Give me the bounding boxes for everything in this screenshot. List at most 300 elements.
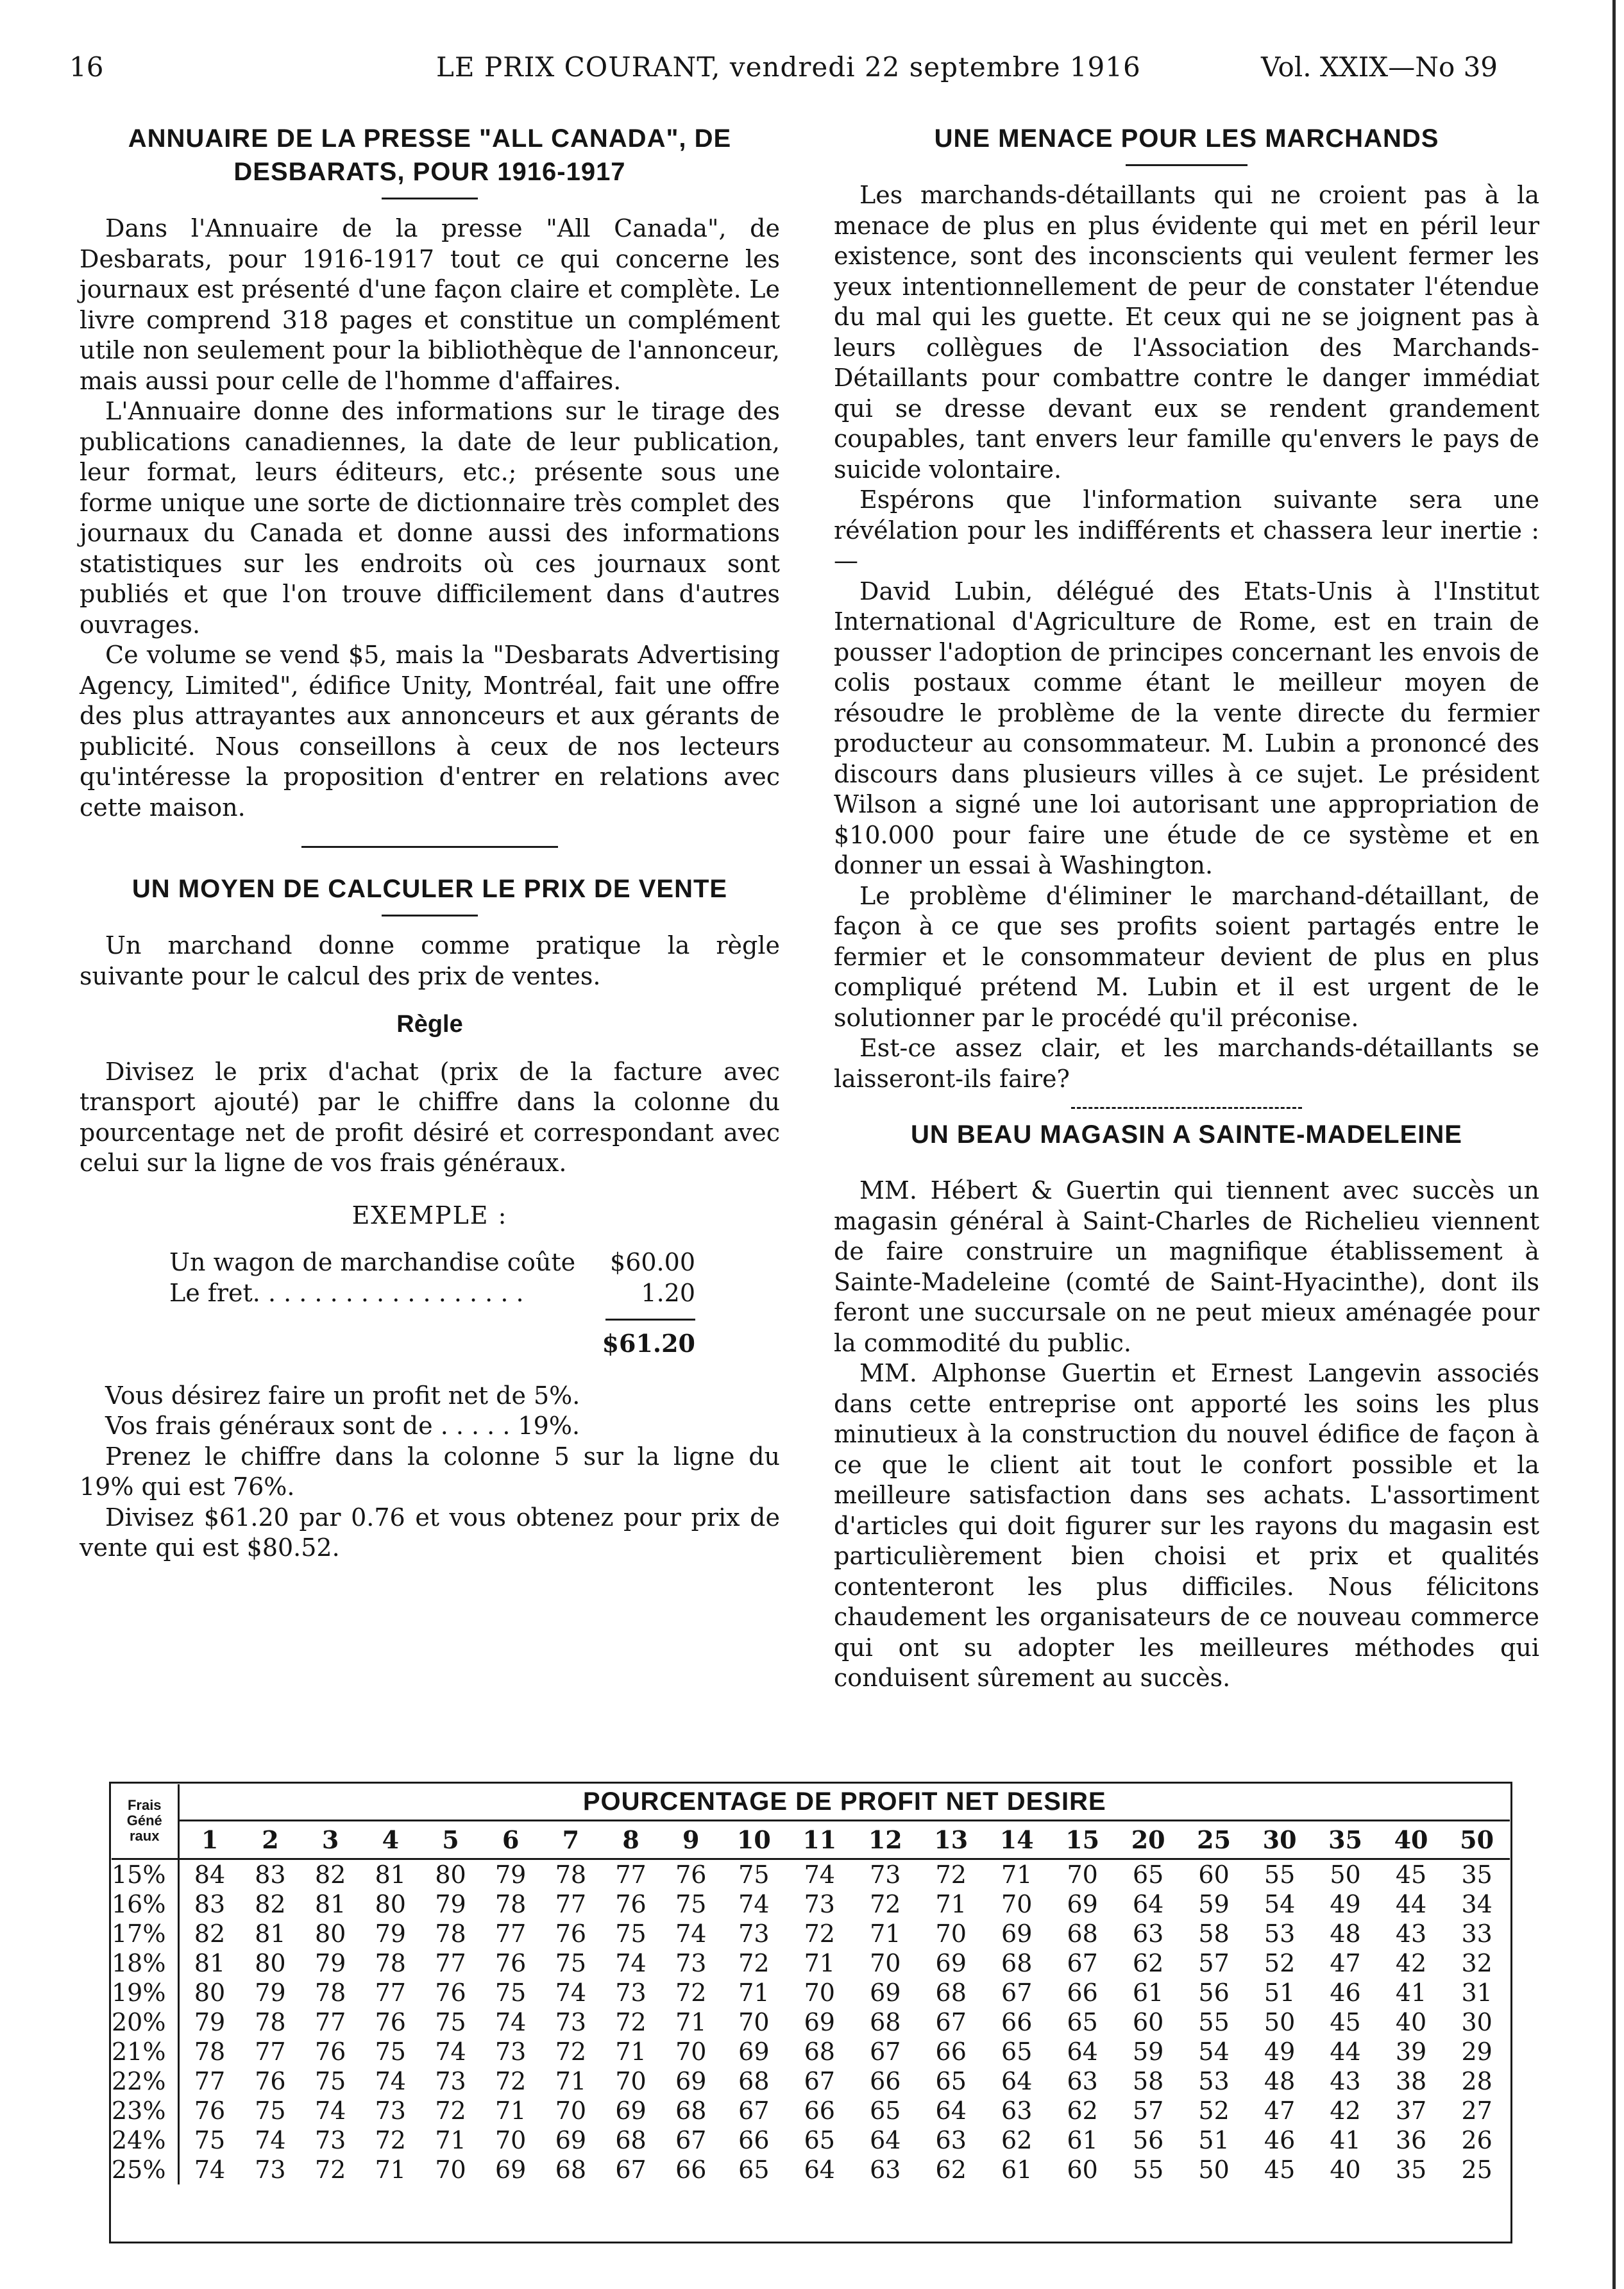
table-cell: 73 xyxy=(675,1948,707,1977)
table-cell: 80 xyxy=(314,1919,346,1948)
table-cell: 75 xyxy=(375,2037,406,2066)
table-cell: 72 xyxy=(804,1919,835,1948)
table-cell: 56 xyxy=(1132,2125,1164,2154)
page-number: 16 xyxy=(69,51,104,83)
column-header: 3 xyxy=(300,1820,360,1859)
headline-line: ANNUAIRE DE LA PRESSE "ALL CANADA", DE xyxy=(128,124,732,153)
table-cell: 68 xyxy=(1067,1919,1098,1948)
row-label: 22% xyxy=(112,2066,178,2096)
table-row xyxy=(112,1859,1510,1889)
article-headline-annuaire xyxy=(80,122,780,189)
header-line: Frais xyxy=(127,1797,162,1814)
column-header: 7 xyxy=(541,1820,601,1859)
table-cell: 73 xyxy=(495,2037,527,2066)
section-divider xyxy=(301,846,558,848)
table-cell: 75 xyxy=(555,1948,587,1977)
table-cell: 65 xyxy=(1132,1860,1164,1889)
rule-subheading: Règle xyxy=(396,1011,463,1038)
table-cell: 51 xyxy=(1198,2125,1230,2154)
table-title: POURCENTAGE DE PROFIT NET DESIRE xyxy=(178,1784,1510,1820)
section-divider xyxy=(1071,1107,1302,1109)
table-cell: 72 xyxy=(675,1978,707,2007)
column-header: 35 xyxy=(1312,1820,1378,1859)
table-cell: 71 xyxy=(935,1889,967,1918)
table-cell: 75 xyxy=(255,2096,286,2125)
table-cell: 74 xyxy=(495,2007,527,2036)
table-cell: 53 xyxy=(1198,2066,1230,2095)
column-header: 5 xyxy=(421,1820,481,1859)
table-cell: 73 xyxy=(255,2155,286,2184)
table-cell: 77 xyxy=(314,2007,346,2036)
table-cell: 66 xyxy=(870,2066,901,2095)
table-cell: 58 xyxy=(1132,2066,1164,2095)
table-cell: 83 xyxy=(194,1889,226,1918)
header-line: Géné xyxy=(126,1812,162,1829)
profit-table xyxy=(112,1784,1510,2184)
table-cell: 32 xyxy=(1461,1948,1493,1977)
table-cell: 41 xyxy=(1395,1978,1427,2007)
table-cell: 68 xyxy=(555,2155,587,2184)
table-cell: 66 xyxy=(675,2155,707,2184)
table-cell: 65 xyxy=(804,2125,835,2154)
row-label: 18% xyxy=(112,1948,178,1978)
table-cell: 63 xyxy=(1132,1919,1164,1948)
table-cell: 69 xyxy=(495,2155,527,2184)
table-cell: 81 xyxy=(314,1889,346,1918)
table-cell: 66 xyxy=(935,2037,967,2066)
table-cell: 72 xyxy=(870,1889,901,1918)
table-cell: 59 xyxy=(1132,2037,1164,2066)
table-cell: 53 xyxy=(1264,1919,1296,1948)
table-body xyxy=(112,1859,1510,2184)
table-row xyxy=(112,1919,1510,1948)
table-cell: 65 xyxy=(1001,2037,1033,2066)
table-cell: 42 xyxy=(1395,1948,1427,1977)
table-cell: 79 xyxy=(495,1860,527,1889)
table-cell: 54 xyxy=(1264,1889,1296,1918)
table-row xyxy=(112,2096,1510,2125)
table-cell: 83 xyxy=(255,1860,286,1889)
table-cell: 75 xyxy=(738,1860,770,1889)
table-cell: 69 xyxy=(675,2066,707,2095)
table-row xyxy=(112,2037,1510,2066)
table-cell: 50 xyxy=(1198,2155,1230,2184)
table-cell: 73 xyxy=(615,1978,647,2007)
table-cell: 79 xyxy=(435,1889,466,1918)
spacer xyxy=(834,1151,1539,1176)
table-cell: 74 xyxy=(375,2066,406,2095)
table-cell: 48 xyxy=(1264,2066,1296,2095)
table-cell: 47 xyxy=(1264,2096,1296,2125)
table-cell: 69 xyxy=(870,1978,901,2007)
paragraph: Espérons que l'information suivante sera une révélation pour les indifférents et chassera leur inertie :— xyxy=(834,486,1539,575)
table-cell: 33 xyxy=(1461,1919,1493,1948)
table-cell: 68 xyxy=(870,2007,901,2036)
table-cell: 62 xyxy=(935,2155,967,2184)
table-cell: 77 xyxy=(255,2037,286,2066)
column-header: 9 xyxy=(661,1820,721,1859)
table-cell: 52 xyxy=(1198,2096,1230,2125)
table-cell: 66 xyxy=(804,2096,835,2125)
table-cell: 70 xyxy=(495,2125,527,2154)
paragraph: Est-ce assez clair, et les marchands-détaillants se laisseront-ils faire? xyxy=(834,1034,1539,1093)
table-cell: 78 xyxy=(435,1919,466,1948)
right-column xyxy=(834,122,1539,1694)
table-cell: 64 xyxy=(804,2155,835,2184)
column-header: 6 xyxy=(480,1820,541,1859)
table-cell: 67 xyxy=(935,2007,967,2036)
table-cell: 71 xyxy=(495,2096,527,2125)
header-line: raux xyxy=(130,1828,160,1845)
instruction-line: Prenez le chiffre dans la colonne 5 sur la ligne du 19% qui est 76%. xyxy=(80,1442,780,1501)
table-cell: 71 xyxy=(615,2037,647,2066)
table-cell: 56 xyxy=(1198,1978,1230,2007)
paragraph: Ce volume se vend $5, mais la "Desbarats Advertising Agency, Limited", édifice Unity, Montréal, fait une offre des plus attrayantes aux annonceurs et aux gérants de publicité. Nous conseillons à ceux de nos lecteurs qu'intéresse la proposition d'entrer en relations avec cette maison. xyxy=(80,641,780,822)
table-cell: 76 xyxy=(555,1919,587,1948)
table-cell: 71 xyxy=(555,2066,587,2095)
table-top-rule xyxy=(109,1782,1512,1784)
table-cell: 60 xyxy=(1132,2007,1164,2036)
table-cell: 71 xyxy=(870,1919,901,1948)
paragraph: Dans l'Annuaire de la presse "All Canada", de Desbarats, pour 1916-1917 tout ce qui concerne les journaux est présenté d'une façon claire et complète. Le livre comprend 318 pages et constitue un complément utile non seulement pour la bibliothèque de l'annonceur, mais aussi pour celle de l'homme d'affaires. xyxy=(80,214,780,395)
table-cell: 69 xyxy=(555,2125,587,2154)
paragraph: MM. Alphonse Guertin et Ernest Langevin associés dans cette entreprise ont apporté les soins les plus minutieux à la construction du nouvel édifice de façon à ce que le client ait tout le confort possible et la meilleure satisfaction dans ses achats. L'assortiment d'articles qui doit figurer sur les rayons du magasin est particulièrement bien choisi et prix et qualités contenteront les plus difficiles. Nous félicitons chaudement les organisateurs de ce nouveau commerce qui ont su adopter les meilleures méthodes qui conduisent sûrement au succès. xyxy=(834,1359,1539,1692)
table-cell: 59 xyxy=(1198,1889,1230,1918)
table-cell: 67 xyxy=(870,2037,901,2066)
page-header xyxy=(0,51,1624,109)
table-cell: 73 xyxy=(555,2007,587,2036)
table-cell: 78 xyxy=(314,1978,346,2007)
table-cell: 80 xyxy=(194,1978,226,2007)
table-cell: 75 xyxy=(314,2066,346,2095)
table-cell: 47 xyxy=(1330,1948,1361,1977)
column-header: 13 xyxy=(918,1820,984,1859)
table-cell: 67 xyxy=(738,2096,770,2125)
instruction-line: Vous désirez faire un profit net de 5%. xyxy=(105,1381,580,1410)
table-cell: 73 xyxy=(314,2125,346,2154)
table-cell: 31 xyxy=(1461,1978,1493,2007)
table-row xyxy=(112,1889,1510,1919)
column-header: 30 xyxy=(1247,1820,1312,1859)
table-cell: 30 xyxy=(1461,2007,1493,2036)
table-cell: 71 xyxy=(375,2155,406,2184)
table-cell: 76 xyxy=(194,2096,226,2125)
table-cell: 67 xyxy=(615,2155,647,2184)
calc-label: Le fret. . . . . . . . . . . . . . . . . . xyxy=(169,1278,524,1307)
table-cell: 45 xyxy=(1264,2155,1296,2184)
table-cell: 77 xyxy=(555,1889,587,1918)
table-cell: 35 xyxy=(1461,1860,1493,1889)
column-header: 20 xyxy=(1115,1820,1181,1859)
row-label: 23% xyxy=(112,2096,178,2125)
table-cell: 70 xyxy=(1067,1860,1098,1889)
table-cell: 74 xyxy=(804,1860,835,1889)
table-row xyxy=(112,1978,1510,2007)
volume-number: Vol. XXIX—No 39 xyxy=(1261,51,1498,83)
table-cell: 38 xyxy=(1395,2066,1427,2095)
table-cell: 72 xyxy=(435,2096,466,2125)
table-cell: 46 xyxy=(1264,2125,1296,2154)
table-cell: 68 xyxy=(935,1978,967,2007)
table-cell: 77 xyxy=(435,1948,466,1977)
table-cell: 84 xyxy=(194,1860,226,1889)
table-cell: 70 xyxy=(615,2066,647,2095)
table-cell: 44 xyxy=(1330,2037,1361,2066)
table-cell: 72 xyxy=(495,2066,527,2095)
table-cell: 55 xyxy=(1198,2007,1230,2036)
table-cell: 61 xyxy=(1001,2155,1033,2184)
table-cell: 58 xyxy=(1198,1919,1230,1948)
table-cell: 76 xyxy=(314,2037,346,2066)
headline-rule xyxy=(382,915,478,916)
table-cell: 76 xyxy=(255,2066,286,2095)
table-cell: 54 xyxy=(1198,2037,1230,2066)
table-cell: 78 xyxy=(495,1889,527,1918)
table-cell: 78 xyxy=(194,2037,226,2066)
table-cell: 67 xyxy=(1001,1978,1033,2007)
frais-generaux-header xyxy=(112,1784,178,1859)
table-cell: 41 xyxy=(1330,2125,1361,2154)
table-cell: 43 xyxy=(1330,2066,1361,2095)
table-cell: 40 xyxy=(1330,2155,1361,2184)
table-cell: 68 xyxy=(804,2037,835,2066)
table-cell: 57 xyxy=(1132,2096,1164,2125)
table-cell: 70 xyxy=(870,1948,901,1977)
column-header: 25 xyxy=(1181,1820,1246,1859)
table-cell: 35 xyxy=(1395,2155,1427,2184)
column-header: 40 xyxy=(1378,1820,1444,1859)
row-label: 25% xyxy=(112,2155,178,2184)
column-header: 50 xyxy=(1444,1820,1510,1859)
table-cell: 48 xyxy=(1330,1919,1361,1948)
table-cell: 39 xyxy=(1395,2037,1427,2066)
table-cell: 64 xyxy=(1067,2037,1098,2066)
article-headline-moyen: UN MOYEN DE CALCULER LE PRIX DE VENTE xyxy=(131,875,728,903)
table-cell: 34 xyxy=(1461,1889,1493,1918)
table-cell: 70 xyxy=(1001,1889,1033,1918)
table-cell: 67 xyxy=(804,2066,835,2095)
table-cell: 68 xyxy=(1001,1948,1033,1977)
table-cell: 82 xyxy=(255,1889,286,1918)
table-cell: 65 xyxy=(738,2155,770,2184)
table-row xyxy=(112,2007,1510,2037)
table-cell: 76 xyxy=(615,1889,647,1918)
table-cell: 75 xyxy=(495,1978,527,2007)
table-row xyxy=(112,2066,1510,2096)
row-label: 20% xyxy=(112,2007,178,2037)
paragraph: MM. Hébert & Guertin qui tiennent avec succès un magasin général à Saint-Charles de Richelieu viennent de faire construire un magnifique établissement à Sainte-Madeleine (comté de Saint-Hyacinthe), dont ils feront une succursale on ne peut mieux aménagée pour la commodité du public. xyxy=(834,1176,1539,1357)
table-cell: 74 xyxy=(675,1919,707,1948)
column-header: 14 xyxy=(984,1820,1049,1859)
table-cell: 63 xyxy=(935,2125,967,2154)
table-cell: 75 xyxy=(194,2125,226,2154)
table-cell: 73 xyxy=(738,1919,770,1948)
page-edge-rule xyxy=(1612,0,1616,2289)
table-row xyxy=(112,2125,1510,2155)
table-cell: 74 xyxy=(255,2125,286,2154)
table-cell: 77 xyxy=(194,2066,226,2095)
example-heading: EXEMPLE : xyxy=(351,1201,508,1229)
table-cell: 70 xyxy=(435,2155,466,2184)
table-cell: 64 xyxy=(935,2096,967,2125)
table-cell: 51 xyxy=(1264,1978,1296,2007)
table-row xyxy=(112,2155,1510,2184)
calc-value: $60.00 xyxy=(610,1248,695,1276)
table-cell: 64 xyxy=(1132,1889,1164,1918)
table-cell: 70 xyxy=(804,1978,835,2007)
table-cell: 70 xyxy=(935,1919,967,1948)
column-header: 4 xyxy=(360,1820,421,1859)
table-cell: 81 xyxy=(375,1860,406,1889)
table-cell: 82 xyxy=(314,1860,346,1889)
table-cell: 72 xyxy=(314,2155,346,2184)
table-cell: 73 xyxy=(435,2066,466,2095)
headline-line: DESBARATS, POUR 1916-1917 xyxy=(233,158,626,186)
table-cell: 74 xyxy=(314,2096,346,2125)
table-cell: 70 xyxy=(555,2096,587,2125)
headline-rule xyxy=(382,198,478,199)
table-cell: 69 xyxy=(1001,1919,1033,1948)
table-cell: 75 xyxy=(435,2007,466,2036)
table-cell: 72 xyxy=(375,2125,406,2154)
table-cell: 73 xyxy=(870,1860,901,1889)
instruction-line: Divisez $61.20 par 0.76 et vous obtenez pour prix de vente qui est $80.52. xyxy=(80,1503,780,1562)
table-cell: 66 xyxy=(738,2125,770,2154)
paragraph: David Lubin, délégué des Etats-Unis à l'Institut International d'Agriculture de Rome, est en train de pousser l'adoption de principes concernant les envois de colis postaux comme étant le meilleur moyen de résoudre le problème de la vente directe du fermier producteur au consommateur. M. Lubin a prononcé des discours dans plusieurs villes à ce sujet. Le président Wilson a signé une loi autorisant une appropriation de $10.000 pour faire une étude de ce système et en donner un essai à Washington. xyxy=(834,577,1539,879)
table-cell: 80 xyxy=(255,1948,286,1977)
paragraph: Le problème d'éliminer le marchand-détaillant, de façon à ce que ses profits soient partagés entre le fermier et le consommateur devient de plus en plus compliqué prétend M. Lubin et il est urgent de le solutionner par le procédé qu'il préconise. xyxy=(834,881,1539,1032)
row-label: 21% xyxy=(112,2037,178,2066)
table-cell: 26 xyxy=(1461,2125,1493,2154)
headline-rule xyxy=(1126,164,1248,166)
table-cell: 72 xyxy=(615,2007,647,2036)
table-cell: 81 xyxy=(194,1948,226,1977)
table-cell: 76 xyxy=(375,2007,406,2036)
table-cell: 68 xyxy=(675,2096,707,2125)
table-cell: 60 xyxy=(1198,1860,1230,1889)
table-cell: 79 xyxy=(255,1978,286,2007)
table-cell: 81 xyxy=(255,1919,286,1948)
table-cell: 76 xyxy=(675,1860,707,1889)
instruction-line: Vos frais généraux sont de . . . . . 19%. xyxy=(105,1412,580,1440)
table-cell: 46 xyxy=(1330,1978,1361,2007)
table-cell: 82 xyxy=(194,1919,226,1948)
table-cell: 76 xyxy=(495,1948,527,1977)
table-cell: 45 xyxy=(1395,1860,1427,1889)
table-cell: 49 xyxy=(1330,1889,1361,1918)
table-cell: 72 xyxy=(738,1948,770,1977)
calc-total: $61.20 xyxy=(602,1329,695,1358)
table-cell: 62 xyxy=(1001,2125,1033,2154)
table-cell: 25 xyxy=(1461,2155,1493,2184)
row-label: 15% xyxy=(112,1859,178,1889)
table-cell: 69 xyxy=(615,2096,647,2125)
table-cell: 69 xyxy=(935,1948,967,1977)
column-header: 1 xyxy=(178,1820,241,1859)
table-cell: 29 xyxy=(1461,2037,1493,2066)
table-cell: 68 xyxy=(738,2066,770,2095)
column-header-row xyxy=(112,1820,1510,1859)
article-headline-magasin: UN BEAU MAGASIN A SAINTE-MADELEINE xyxy=(911,1120,1462,1149)
table-cell: 44 xyxy=(1395,1889,1427,1918)
table-cell: 64 xyxy=(1001,2066,1033,2095)
table-cell: 37 xyxy=(1395,2096,1427,2125)
table-cell: 78 xyxy=(555,1860,587,1889)
column-header: 15 xyxy=(1049,1820,1115,1859)
table-cell: 70 xyxy=(738,2007,770,2036)
column-header: 11 xyxy=(787,1820,852,1859)
calc-row xyxy=(169,1278,695,1309)
table-cell: 40 xyxy=(1395,2007,1427,2036)
calc-row xyxy=(169,1247,695,1278)
table-cell: 66 xyxy=(1067,1978,1098,2007)
table-cell: 74 xyxy=(435,2037,466,2066)
table-cell: 63 xyxy=(870,2155,901,2184)
table-cell: 69 xyxy=(804,2007,835,2036)
table-cell: 67 xyxy=(675,2125,707,2154)
column-header: 12 xyxy=(852,1820,918,1859)
table-cell: 63 xyxy=(1001,2096,1033,2125)
table-title-row xyxy=(112,1784,1510,1820)
calc-instructions xyxy=(80,1381,780,1564)
table-cell: 77 xyxy=(495,1919,527,1948)
table-cell: 72 xyxy=(935,1860,967,1889)
table-cell: 74 xyxy=(555,1978,587,2007)
table-cell: 77 xyxy=(615,1860,647,1889)
table-cell: 72 xyxy=(555,2037,587,2066)
table-cell: 80 xyxy=(375,1889,406,1918)
table-cell: 79 xyxy=(194,2007,226,2036)
row-label: 17% xyxy=(112,1919,178,1948)
table-cell: 61 xyxy=(1067,2125,1098,2154)
table-cell: 50 xyxy=(1264,2007,1296,2036)
table-cell: 78 xyxy=(375,1948,406,1977)
table-cell: 71 xyxy=(804,1948,835,1977)
table-cell: 73 xyxy=(804,1889,835,1918)
table-cell: 74 xyxy=(615,1948,647,1977)
table-cell: 71 xyxy=(435,2125,466,2154)
table-cell: 71 xyxy=(675,2007,707,2036)
calc-sum-rule xyxy=(605,1319,695,1321)
table-cell: 65 xyxy=(870,2096,901,2125)
table-cell: 62 xyxy=(1067,2096,1098,2125)
table-cell: 64 xyxy=(870,2125,901,2154)
table-cell: 65 xyxy=(935,2066,967,2095)
table-cell: 45 xyxy=(1330,2007,1361,2036)
table-cell: 63 xyxy=(1067,2066,1098,2095)
calc-label: Un wagon de marchandise coûte xyxy=(169,1248,576,1276)
table-cell: 27 xyxy=(1461,2096,1493,2125)
article-headline-menace: UNE MENACE POUR LES MARCHANDS xyxy=(934,124,1439,153)
table-cell: 71 xyxy=(738,1978,770,2007)
paragraph: Divisez le prix d'achat (prix de la facture avec transport ajouté) par le chiffre dans la colonne du pourcentage net de profit désiré et correspondant avec celui sur la ligne de vos frais généraux. xyxy=(80,1057,780,1177)
table-cell: 55 xyxy=(1132,2155,1164,2184)
table-cell: 69 xyxy=(738,2037,770,2066)
table-cell: 66 xyxy=(1001,2007,1033,2036)
column-header: 2 xyxy=(241,1820,301,1859)
left-column xyxy=(80,122,780,1564)
paragraph: Les marchands-détaillants qui ne croient pas à la menace de plus en plus évidente qui met en péril leur existence, sont des inconscients qui veulent fermer les yeux intentionnellement de peur de constater l'étendue du mal qui les guette. Et ceux qui ne se joignent pas à leurs collègues de l'Association des Marchands-Détaillants pour combattre contre le danger immédiat qui se dresse devant eux se rendent grandement coupables, tant envers leur famille qu'envers le pays de suicide volontaire. xyxy=(834,181,1539,484)
table-cell: 76 xyxy=(435,1978,466,2007)
calculation-block xyxy=(169,1247,695,1359)
table-cell: 78 xyxy=(255,2007,286,2036)
table-cell: 62 xyxy=(1132,1948,1164,1977)
table-cell: 75 xyxy=(675,1889,707,1918)
table-cell: 70 xyxy=(675,2037,707,2066)
table-cell: 73 xyxy=(375,2096,406,2125)
table-cell: 43 xyxy=(1395,1919,1427,1948)
calc-value: 1.20 xyxy=(641,1278,695,1307)
